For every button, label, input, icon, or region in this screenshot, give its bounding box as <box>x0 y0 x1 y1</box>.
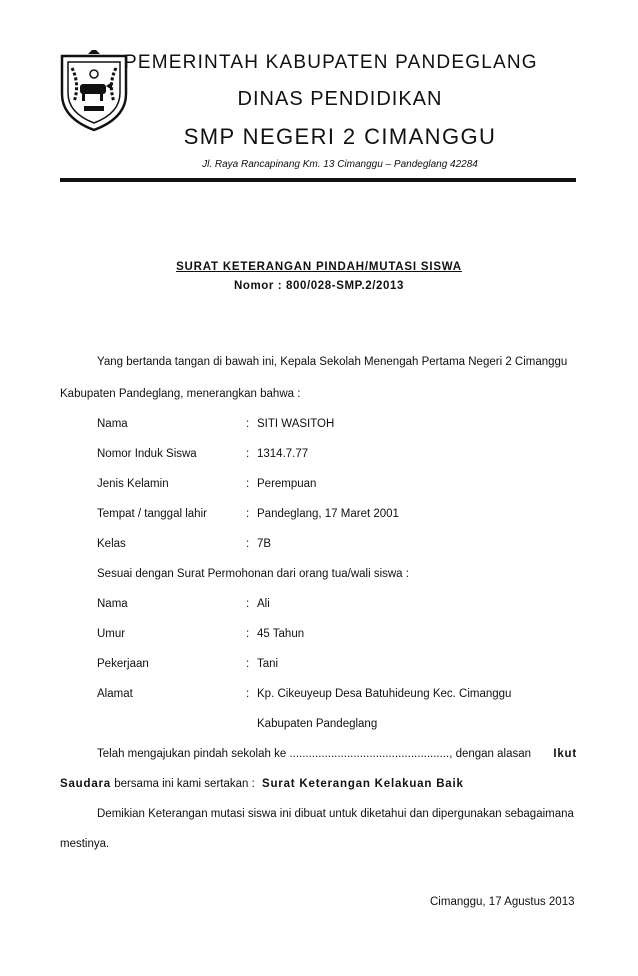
move-reason-ikut: Ikut <box>553 748 577 760</box>
colon: : <box>246 658 250 670</box>
letterhead-school: SMP NEGERI 2 CIMANGGU <box>183 124 497 149</box>
student-name-label: Nama <box>97 418 128 430</box>
parent-job-label: Pekerjaan <box>97 658 149 670</box>
move-attachment-doc: Surat Keterangan Kelakuan Baik <box>262 778 464 790</box>
letter-title: SURAT KETERANGAN PINDAH/MUTASI SISWA <box>176 261 462 273</box>
closing-paragraph <box>97 808 577 820</box>
parent-job-value: Tani <box>257 658 279 670</box>
parent-name-value: Ali <box>257 598 270 610</box>
move-reason-saudara: Saudara <box>60 778 111 790</box>
letterhead-department: DINAS PENDIDIKAN <box>237 88 443 110</box>
student-birth-label: Tempat / tanggal lahir <box>97 508 207 520</box>
parent-address-continued: Kabupaten Pandeglang <box>257 718 378 730</box>
student-gender-value: Perempuan <box>257 478 317 490</box>
colon: : <box>246 688 250 700</box>
parent-age-value: 45 Tahun <box>257 628 305 640</box>
closing-line-1: Demikian Keterangan mutasi siswa ini dibuat untuk diketahui dan dipergunakan sebagaimana <box>97 808 574 820</box>
request-line: Sesuai dengan Surat Permohonan dari orang tua/wali siswa : <box>97 568 409 580</box>
colon: : <box>246 538 250 550</box>
letter-number: Nomor : 800/028-SMP.2/2013 <box>233 280 405 292</box>
colon: : <box>246 448 250 460</box>
student-class-value: 7B <box>257 538 272 550</box>
place-date: Cimanggu, 17 Agustus 2013 <box>430 896 575 908</box>
letterhead-divider <box>60 178 576 182</box>
letterhead-government: PEMERINTAH KABUPATEN PANDEGLANG <box>124 52 538 73</box>
student-nis-label: Nomor Induk Siswa <box>97 448 197 460</box>
student-gender-label: Jenis Kelamin <box>97 478 169 490</box>
letterhead-address: Jl. Raya Rancapinang Km. 13 Cimanggu – Pandeglang 42284 <box>202 159 478 170</box>
intro-line-2: Kabupaten Pandeglang, menerangkan bahwa : <box>60 388 301 400</box>
student-class-label: Kelas <box>97 538 126 550</box>
intro-line-1: Yang bertanda tangan di bawah ini, Kepala Sekolah Menengah Pertama Negeri 2 Cimanggu <box>97 356 568 368</box>
move-paragraph-line-1 <box>97 748 577 760</box>
colon: : <box>246 628 250 640</box>
colon: : <box>246 598 250 610</box>
intro-paragraph <box>97 356 577 368</box>
move-paragraph-line-2 <box>60 778 464 790</box>
parent-address-label: Alamat <box>97 688 133 700</box>
student-name-value: SITI WASITOH <box>257 418 335 430</box>
colon: : <box>246 508 250 520</box>
student-birth-value: Pandeglang, 17 Maret 2001 <box>257 508 399 520</box>
student-nis-value: 1314.7.77 <box>257 448 309 460</box>
move-text: Telah mengajukan pindah sekolah ke .................................................., dengan alasan <box>97 748 532 760</box>
closing-line-2: mestinya. <box>60 838 110 850</box>
colon: : <box>246 478 250 490</box>
colon: : <box>246 418 250 430</box>
move-attachment-text: bersama ini kami sertakan : <box>114 778 255 790</box>
parent-name-label: Nama <box>97 598 128 610</box>
parent-address-value: Kp. Cikeuyeup Desa Batuhideung Kec. Cimanggu <box>257 688 512 700</box>
parent-age-label: Umur <box>97 628 126 640</box>
